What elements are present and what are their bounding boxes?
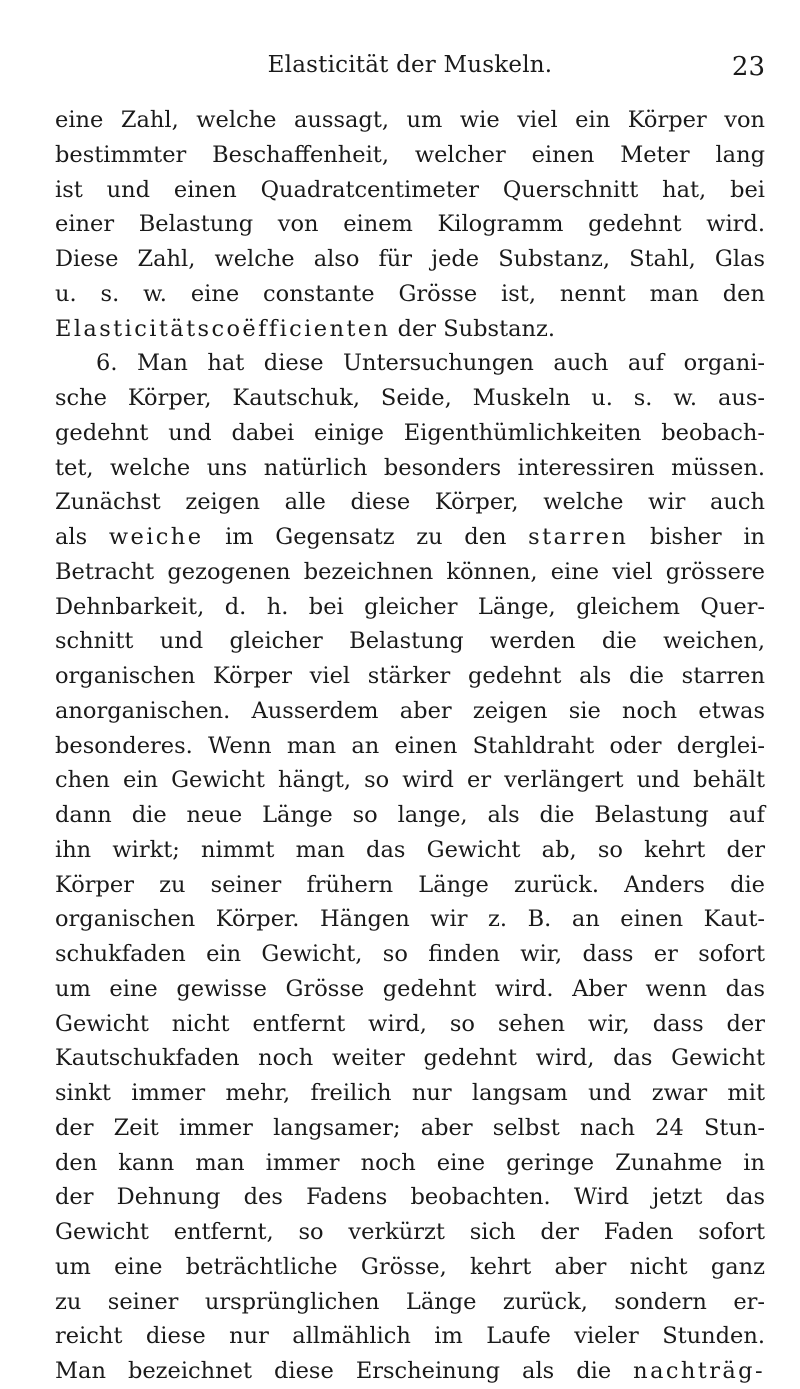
text-line: dann die neue Länge so lange, als die Belastung auf — [55, 802, 765, 828]
text-fragment: als — [55, 524, 109, 550]
text-line — [55, 1354, 765, 1389]
text-line: schnitt und gleicher Belastung werden die weichen, — [55, 628, 765, 655]
text-fragment: bisher in — [628, 524, 766, 550]
text-line: einer Belastung von einem Kilogramm gedehnt wird. — [55, 211, 765, 238]
text-fragment: im Gegensatz zu den — [203, 524, 529, 550]
text-line: u. s. w. eine constante Grösse ist, nennt man den — [55, 280, 765, 307]
text-line: der Dehnung des Fadens beobachten. Wird jetzt das — [55, 1184, 765, 1211]
text-line: Kautschukfaden noch weiter gedehnt wird, das Gewicht — [55, 1045, 765, 1072]
running-title: Elasticität der Muskeln. — [267, 52, 553, 78]
emphasized-term: starren — [528, 524, 629, 550]
running-head — [55, 52, 765, 92]
text-line: chen ein Gewicht hängt, so wird er verlängert und behält — [55, 767, 765, 794]
text-line: bestimmter Beschaffenheit, welcher einen Meter lang — [55, 141, 765, 168]
text-fragment: Man bezeichnet diese Erscheinung als die — [55, 1358, 634, 1384]
text-line: Gewicht entfernt, so verkürzt sich der Faden sofort — [55, 1219, 765, 1245]
text-line: tet, welche uns natürlich besonders interessiren müssen. — [55, 454, 765, 481]
text-line: schukfaden ein Gewicht, so finden wir, dass er sofort — [55, 941, 765, 967]
text-line — [55, 520, 765, 555]
text-line: eine Zahl, welche aussagt, um wie viel ein Körper von — [55, 107, 765, 133]
text-line: besonderes. Wenn man an einen Stahldraht oder derglei- — [55, 732, 765, 759]
text-line: Diese Zahl, welche also für jede Substanz, Stahl, Glas — [55, 246, 765, 272]
text-line: organischen Körper. Hängen wir z. B. an einen Kaut- — [55, 906, 765, 933]
page-number: 23 — [731, 52, 765, 82]
emphasized-term: weiche — [108, 524, 204, 550]
text-line: reicht diese nur allmählich im Laufe vieler Stunden. — [55, 1323, 765, 1350]
text-line: organischen Körper viel stärker gedehnt als die starren — [55, 663, 765, 689]
text-line: ist und einen Quadratcentimeter Querschnitt hat, bei — [55, 176, 765, 203]
text-fragment: der Substanz. — [390, 315, 556, 342]
text-line: Gewicht nicht entfernt wird, so sehen wir, dass der — [55, 1010, 765, 1037]
text-line: um eine beträchtliche Grösse, kehrt aber nicht ganz — [55, 1253, 765, 1280]
body-text — [55, 103, 765, 1389]
text-line: zu seiner ursprünglichen Länge zurück, sondern er- — [55, 1288, 765, 1315]
text-line: Dehnbarkeit, d. h. bei gleicher Länge, gleichem Quer- — [55, 593, 765, 620]
text-line: sche Körper, Kautschuk, Seide, Muskeln u. s. w. aus- — [55, 385, 765, 411]
text-line: der Zeit immer langsamer; aber selbst nach 24 Stun- — [55, 1114, 765, 1141]
text-line: gedehnt und dabei einige Eigenthümlichkeiten beobach- — [55, 419, 765, 446]
text-line: anorganischen. Ausserdem aber zeigen sie noch etwas — [55, 697, 765, 724]
text-line: Zunächst zeigen alle diese Körper, welche wir auch — [55, 489, 765, 516]
text-line — [55, 312, 765, 347]
text-line: Körper zu seiner frühern Länge zurück. Anders die — [55, 871, 765, 898]
text-line: ihn wirkt; nimmt man das Gewicht ab, so kehrt der — [55, 836, 765, 863]
text-line: sinkt immer mehr, freilich nur langsam und zwar mit — [55, 1080, 765, 1106]
text-line: um eine gewisse Grösse gedehnt wird. Aber wenn das — [55, 975, 765, 1002]
emphasized-term: nachträg- — [633, 1358, 765, 1384]
text-line: 6. Man hat diese Untersuchungen auch auf organi- — [96, 350, 765, 377]
emphasized-term: Elasticitätscoëfficienten — [55, 315, 391, 342]
text-line: den kann man immer noch eine geringe Zunahme in — [55, 1149, 765, 1176]
text-line: Betracht gezogenen bezeichnen können, eine viel grössere — [55, 558, 765, 585]
